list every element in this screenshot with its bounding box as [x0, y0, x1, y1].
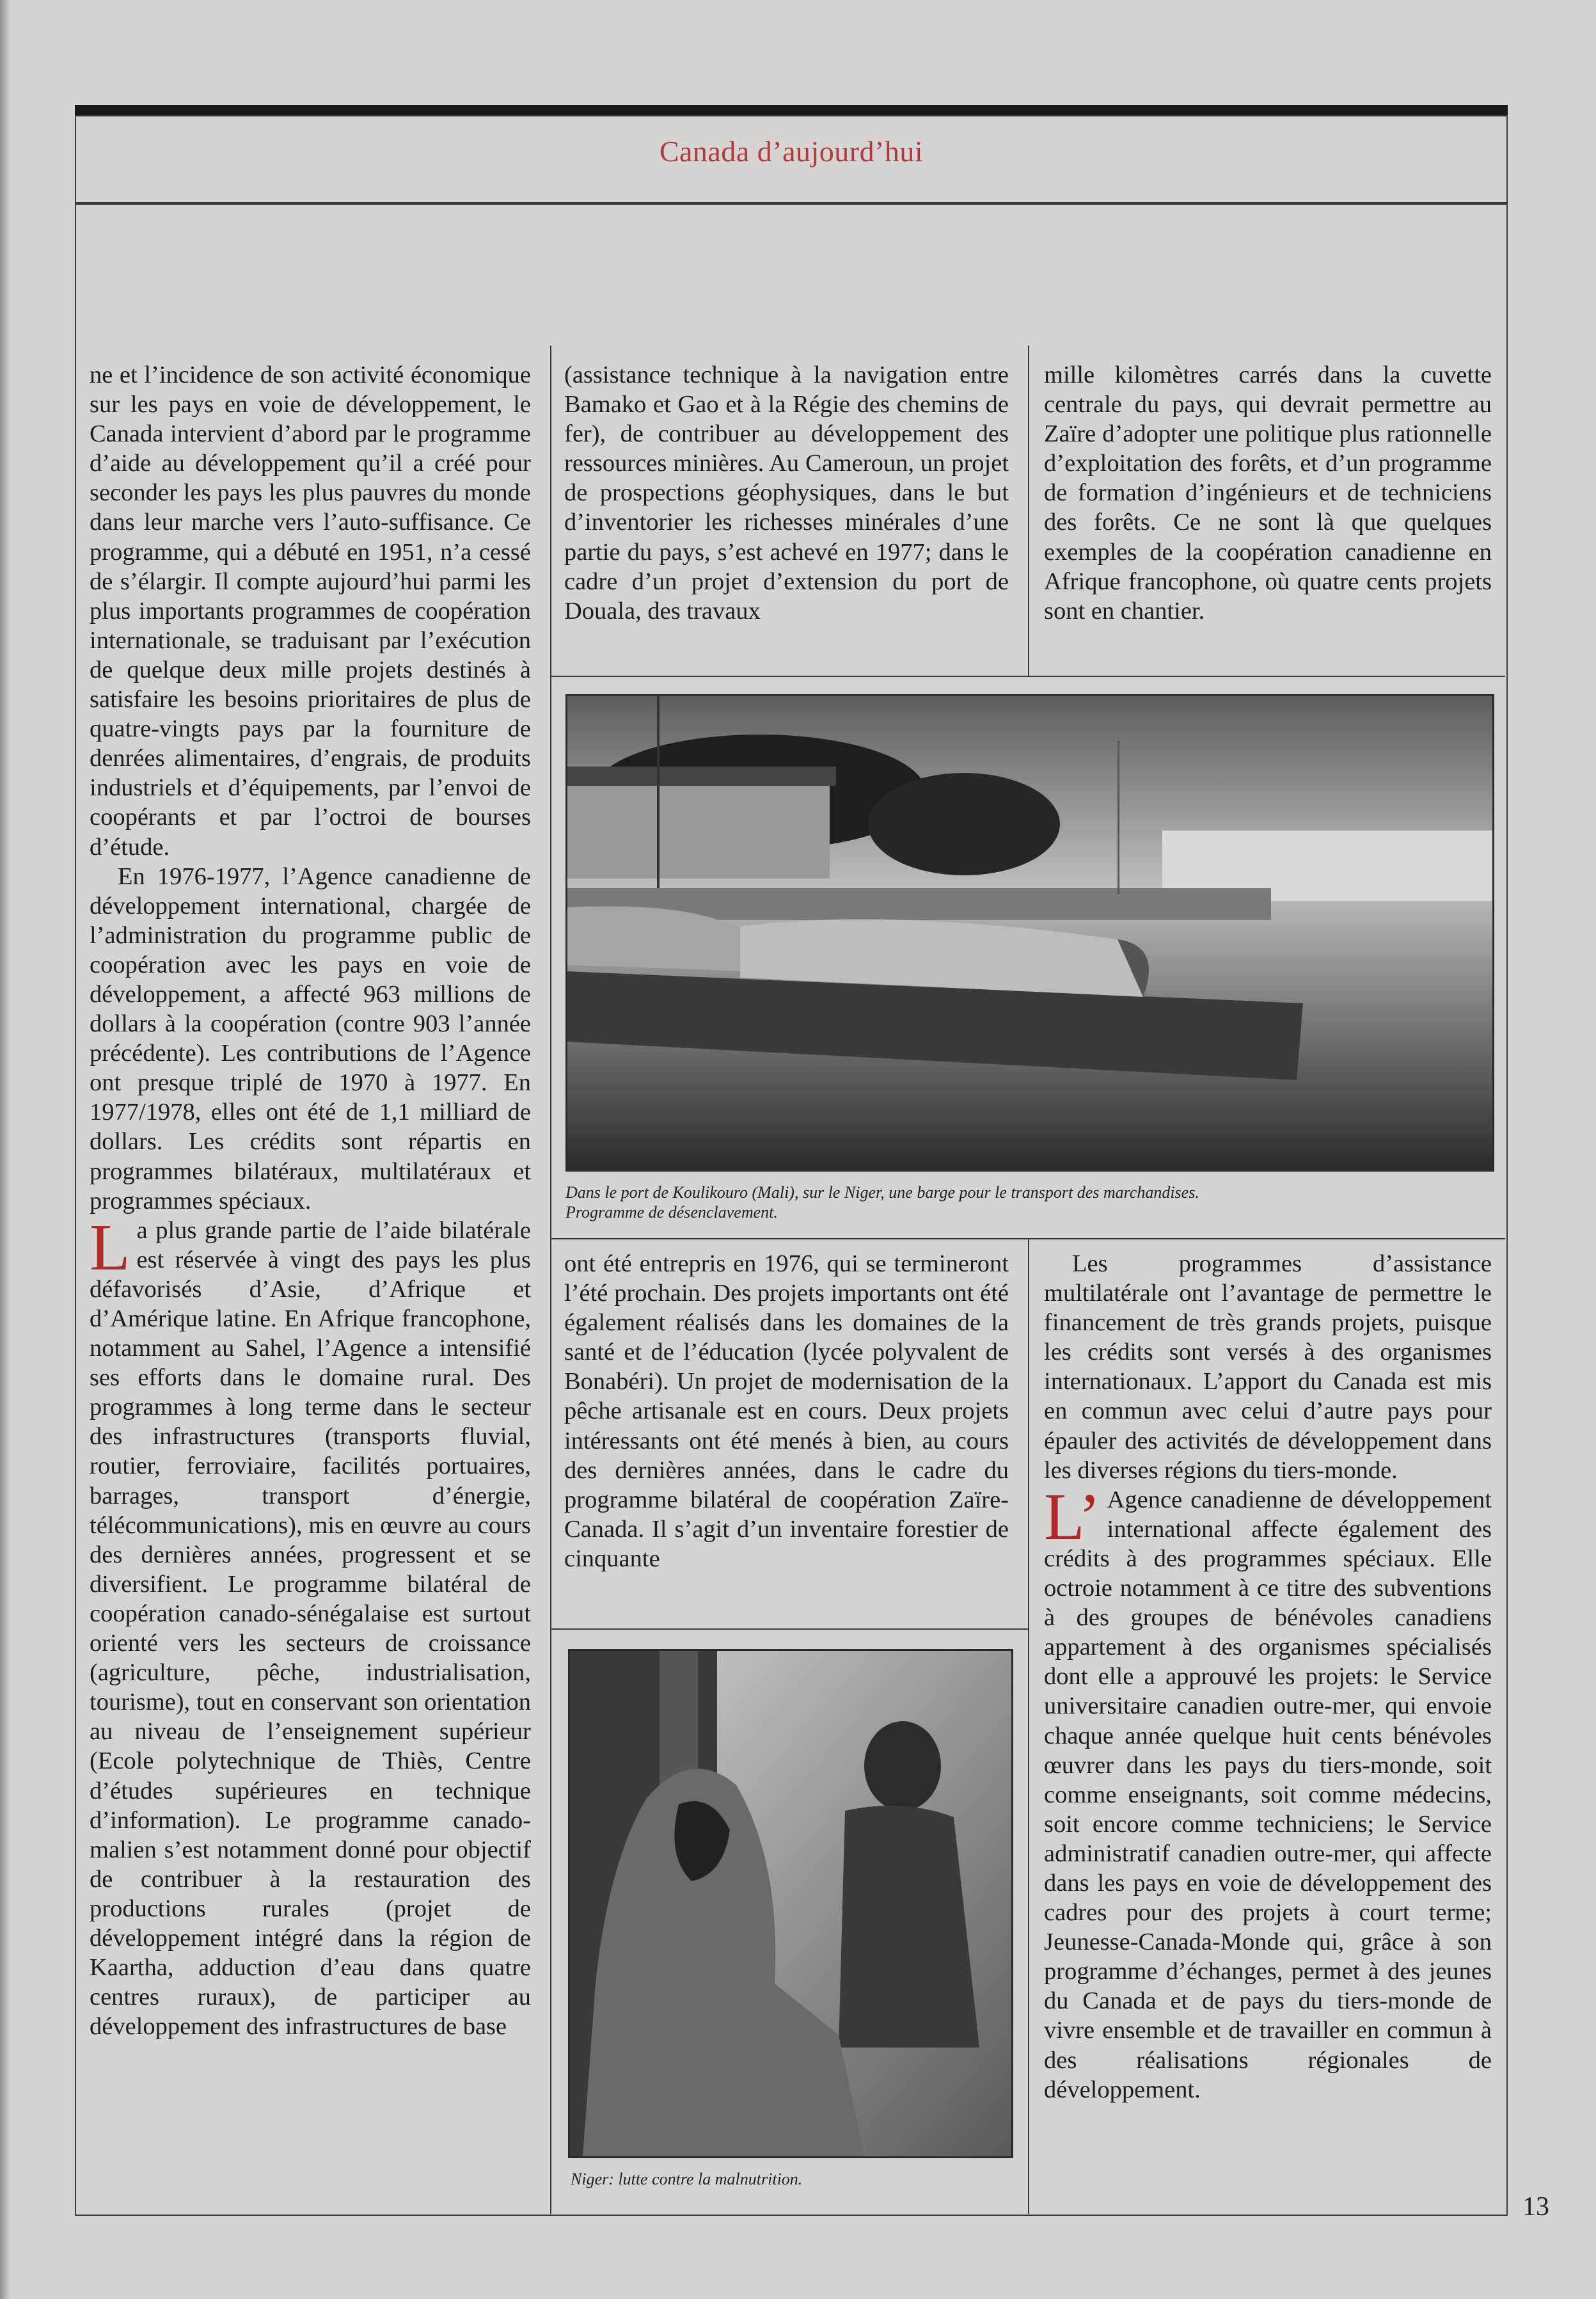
article-column-2-top: [564, 360, 1009, 626]
rule-above-photo2: [550, 1628, 1029, 1630]
running-header-title: Canada d’aujourd’hui: [659, 135, 924, 168]
page-spine-shadow: [0, 0, 10, 2299]
malnutrition-photo-illustration: [570, 1651, 1011, 2156]
barge-photo: [565, 694, 1494, 1172]
paragraph-with-dropcap: [1044, 1479, 1492, 2104]
header-rule: [75, 105, 1508, 115]
column-divider-right-top: [1028, 346, 1029, 677]
page-number: 13: [1522, 2192, 1549, 2222]
paragraph: ont été entrepris en 1976, qui se termineront l’été prochain. Des projets importants ont été également réalisés dans les domaines de la santé et de l’éducation (lycée polyvalent de Bonabéri). Un projet de modernisation de la pêche artisanale est en cours. Deux projets intéressants ont été menés à bien, au cours des dernières années, dans le cadre du programme bilatéral de coopération Zaïre-Canada. Il s’agit d’un inventaire forestier de cinquante: [564, 1250, 1009, 1572]
caption-line: Programme de désenclavement.: [565, 1203, 778, 1221]
caption-line: Dans le port de Koulikouro (Mali), sur le Niger, une barge pour le transport des marchandises.: [565, 1183, 1199, 1202]
malnutrition-photo: [568, 1649, 1013, 2158]
paragraph-text: a plus grande partie de l’aide bilatérale est réservée à vingt des pays les plus défavorisés d’Asie, d’Afrique et d’Amérique latine. En Afrique francophone, notamment au Sahel, l’Agence a intensifié ses efforts dans le domaine rural. Des programmes à long terme dans le secteur des infrastructures (transports fluvial, routier, ferroviaire, facilités portuaires, barrages, transport d’énergie, télécommunications), mis en œuvre au cours des dernières années, progressent et se diversifient. Le programme bilatéral de coopération canado-sénégalaise est surtout orienté vers les secteurs de croissance (agriculture, pêche, industrialisation, tourisme), tout en conservant son orientation au niveau de l’enseignement supérieur (Ecole polytechnique de Thiès, Centre d’études supérieures en technique d’information). Le programme canado-malien s’est notamment donné pour objectif de contribuer à la restauration des productions rurales (projet de développement intégré dans la région de Kaartha, adduction d’eau dans quatre centres ruraux), de participer au développement des infrastructures de base: [90, 1216, 531, 2040]
paragraph: (assistance technique à la navigation entre Bamako et Gao et à la Régie des chemins de fer), de contribuer au développement des ressources minières. Au Cameroun, un projet de prospections géophysiques, dans le but d’inventorier les richesses minérales d’une partie du pays, s’est achevé en 1977; dans le cadre d’un projet d’extension du port de Douala, des travaux: [564, 362, 1009, 624]
barge-photo-caption: [565, 1182, 1499, 1222]
column-divider-left: [550, 346, 551, 2214]
paragraph: ne et l’incidence de son activité économique sur les pays en voie de développement, le Canada intervient d’abord par le programme d’aide au développement qu’il a créé pour seconder les pays les plus pauvres du monde dans leur marche vers l’auto-suffisance. Ce programme, qui a débuté en 1951, n’a cessé de s’élargir. Il compte aujourd’hui parmi les plus importants programmes de coopération internationale, se traduisant par l’exécution de quelque deux mille projets destinés à satisfaire les besoins prioritaires de plus de quatre-vingts pays par la fourniture de denrées alimentaires, d’engrais, de produits industriels et d’équipements, par l’envoi de coopérants et par l’octroi de bourses d’étude.: [90, 362, 531, 861]
article-column-1: [90, 360, 531, 2041]
paragraph: mille kilomètres carrés dans la cuvette centrale du pays, qui devrait permettre au Zaïre d’adopter une politique plus rationnelle d’exploitation des forêts, et d’un programme de formation d’ingénieurs et de techniciens des forêts. Ce ne sont là que quelques exemples de la coopération canadienne en Afrique francophone, où quatre cents projets sont en chantier.: [1044, 362, 1492, 624]
drop-cap: L’: [1044, 1479, 1101, 1554]
paragraph-with-dropcap: [90, 1210, 531, 2042]
column-divider-photo2: [1028, 1628, 1029, 2214]
paragraph: En 1976-1977, l’Agence canadienne de développement international, chargée de l’administration du programme public de coopération avec les pays en voie de développement, a affecté 963 millions de dollars à la coopération (contre 903 l’année précédente). Les contributions de l’Agence ont presque triplé de 1970 à 1977. En 1977/1978, elles ont été de 1,1 milliard de dollars. Les crédits sont répartis en programmes bilatéraux, multilatéraux et programmes spéciaux.: [90, 863, 531, 1214]
rule-above-photo1: [550, 676, 1505, 677]
rule-below-photo1: [550, 1238, 1505, 1239]
drop-cap: L: [90, 1210, 130, 1284]
article-column-3-top: [1044, 360, 1492, 626]
paragraph-text: Agence canadienne de développement international affecte également des crédits à des programmes spéciaux. Elle octroie notamment à ce titre des subventions à des groupes de bénévoles canadiens appartement à des organismes spécialisés dont elle a approuvé les projets: le Service universitaire canadien outre-mer, qui envoie chaque année quelque huit cents bénévoles œuvrer dans les pays du tiers-monde, soit comme enseignants, soit comme médecins, soit encore comme techniciens; le Service administratif canadien outre-mer, qui affecte dans les pays en voie de développement des cadres pour des projets à court terme; Jeunesse-Canada-Monde qui, grâce à son programme d’échanges, permet à des jeunes du Canada et de pays du tiers-monde de vivre ensemble et de travailler en commun à des réalisations régionales de développement.: [1044, 1486, 1492, 2103]
malnutrition-photo-caption: Niger: lutte contre la malnutrition.: [571, 2170, 803, 2188]
article-column-2-mid: [564, 1249, 1009, 1573]
article-column-3-bottom: [1044, 1249, 1492, 2104]
paragraph: Les programmes d’assistance multilatérale ont l’avantage de permettre le financement de très grands projets, puisque les crédits sont versés à des organismes internationaux. L’apport du Canada est mis en commun avec celui d’autre pays pour épauler des activités de développement dans les diverses régions du tiers-monde.: [1044, 1250, 1492, 1484]
barge-photo-illustration: [567, 696, 1492, 1170]
